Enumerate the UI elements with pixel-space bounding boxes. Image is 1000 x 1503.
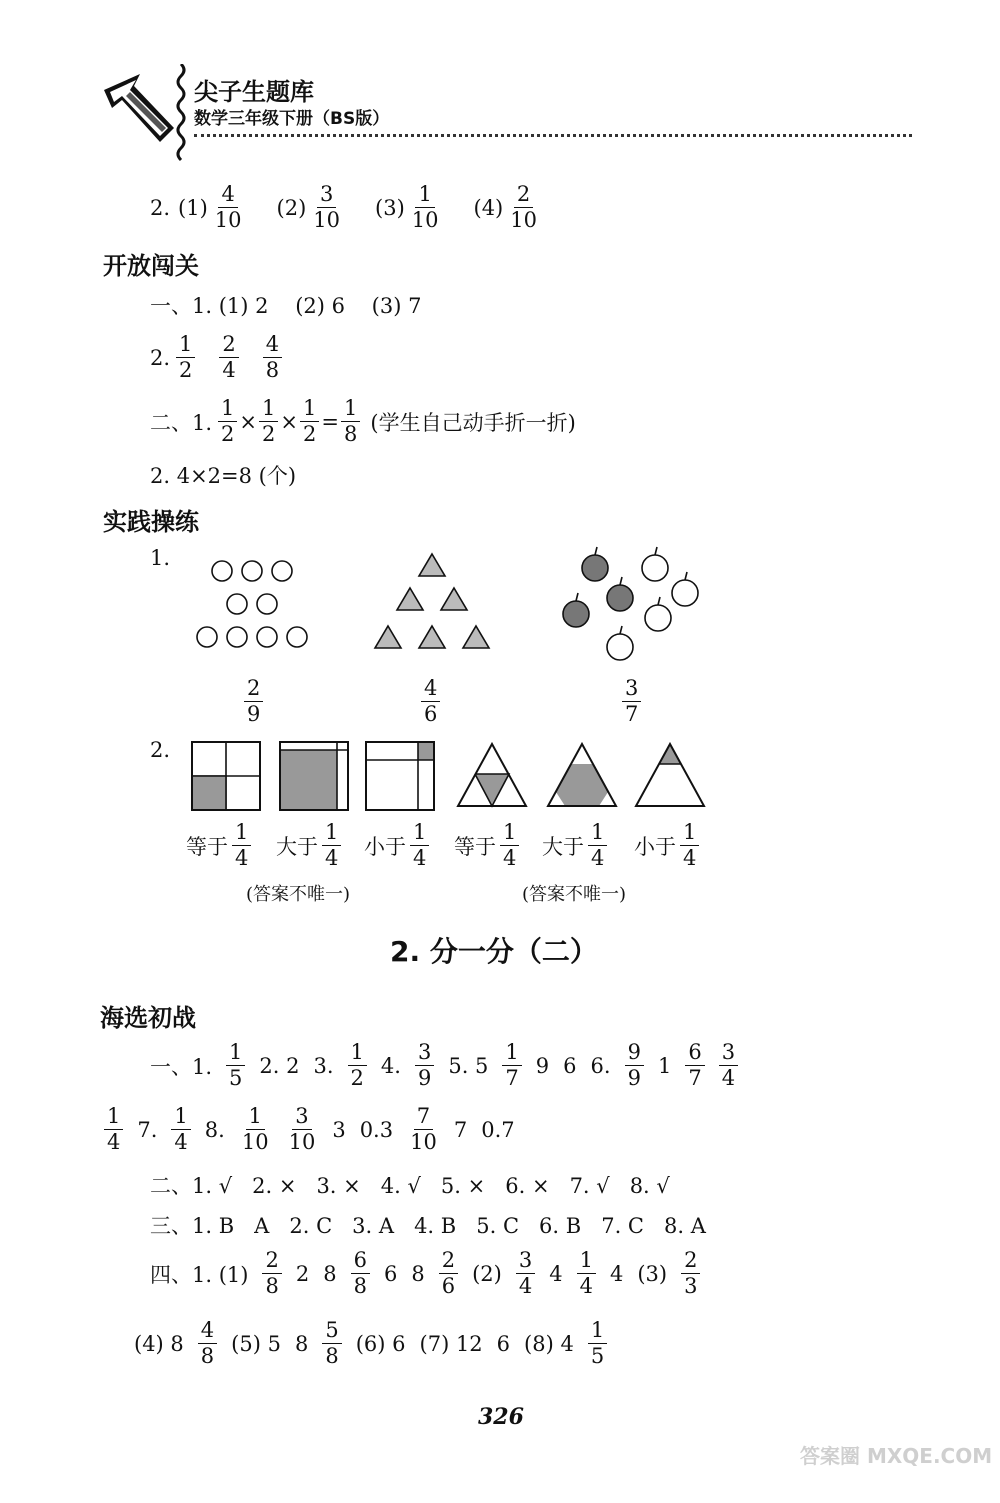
answer-text: 0.3: [359, 1117, 394, 1142]
fraction: $\frac{1}{2}$: [176, 334, 195, 381]
caption: 大于 $\frac{1}{4}$: [276, 822, 341, 869]
operator: ×: [239, 409, 258, 434]
fraction: $\frac{6}{7}$: [685, 1042, 704, 1089]
tag: (2): [276, 195, 307, 220]
open-line-4: [150, 460, 310, 490]
answer-text: 三、1. B A 2. C 3. A 4. B 5. C 6. B 7. C 8. A: [150, 1214, 706, 1238]
note-text: (答案不唯一): [522, 884, 627, 905]
open-line-2: [150, 334, 296, 381]
note-text: (答案不唯一): [246, 884, 351, 905]
caption: 小于 $\frac{1}{4}$: [364, 822, 429, 869]
triangles-figure: [368, 548, 498, 658]
answer-text: 1: [657, 1053, 672, 1078]
open-line-1: [150, 290, 435, 320]
fraction: $\frac{2}{6}$: [439, 1250, 458, 1297]
answer-text: 一、1.: [150, 1054, 213, 1079]
square-figure-3: [362, 738, 438, 814]
section-heading-practice: 实践操练: [103, 508, 199, 536]
book-title: 尖子生题库: [194, 78, 314, 106]
answer-text: 四、1. (1): [150, 1262, 249, 1287]
section-heading-open: 开放闯关: [103, 252, 199, 280]
fraction: $\frac{1}{2}$: [348, 1042, 367, 1089]
answer-text: 3.: [313, 1053, 334, 1078]
fraction: $\frac{2}{9}$: [244, 678, 263, 725]
open-line-3: [150, 398, 590, 445]
watermark: 答案圈 MXQE.COM: [800, 1444, 993, 1468]
fraction: $\frac{3}{9}$: [415, 1042, 434, 1089]
answer-text: 4.: [380, 1053, 401, 1078]
square-figure-1: [188, 738, 264, 814]
answer-text: 6: [563, 1053, 577, 1078]
sea-line-1: [150, 1042, 752, 1089]
answer-text: (2): [472, 1261, 502, 1286]
fraction: $\frac{3}{4}$: [516, 1250, 535, 1297]
answer-text: 8: [323, 1261, 337, 1286]
answer-text: 8: [294, 1331, 309, 1356]
tag: (1): [178, 195, 208, 220]
fraction: $\frac{3}{10}$: [313, 182, 341, 232]
answer-text: 二、1. √ 2. × 3. × 4. √ 5. × 6. × 7. √ 8. √: [150, 1174, 670, 1198]
operator: =: [321, 409, 339, 434]
fraction: $\frac{1}{4}$: [577, 1250, 596, 1297]
answer-text: 一、1. (1) 2 (2) 6 (3) 7: [150, 294, 422, 318]
answer-text: (8) 4: [524, 1331, 574, 1356]
answer-text: 0.7: [481, 1117, 515, 1142]
answer-text: 3: [332, 1117, 346, 1142]
triangle-figure-3: [632, 740, 708, 810]
fraction: $\frac{1}{10}$: [411, 182, 439, 232]
fraction: $\frac{3}{4}$: [719, 1042, 738, 1089]
sea-line-2: [104, 1106, 529, 1153]
fraction: $\frac{1}{8}$: [341, 398, 360, 445]
answer-text: 6: [496, 1331, 511, 1356]
fraction: $\frac{7}{10}$: [410, 1104, 437, 1154]
question-label: 1.: [150, 546, 171, 570]
fraction: $\frac{1}{2}$: [218, 398, 237, 445]
caption: 小于 $\frac{1}{4}$: [634, 822, 699, 869]
answer-text: (7) 12: [419, 1331, 483, 1356]
fraction: $\frac{3}{10}$: [288, 1104, 316, 1154]
question-label: 2.: [150, 738, 171, 762]
apples-figure: [550, 540, 720, 670]
fraction: $\frac{1}{4}$: [104, 1106, 123, 1153]
caption: 等于 $\frac{1}{4}$: [454, 822, 519, 869]
wavy-divider-icon: [174, 64, 188, 164]
fraction: $\frac{2}{3}$: [681, 1250, 700, 1297]
answer-text: (6) 6: [355, 1331, 406, 1356]
fraction: $\frac{2}{8}$: [262, 1250, 281, 1297]
page-number: 326: [478, 1404, 524, 1430]
answer-text: 7.: [137, 1117, 158, 1142]
fraction: $\frac{1}{10}$: [241, 1104, 269, 1154]
fraction: $\frac{1}{5}$: [226, 1042, 245, 1089]
sea-line-3: [150, 1170, 684, 1200]
fraction: $\frac{1}{4}$: [171, 1106, 190, 1153]
answer-line-top-q2: [150, 184, 554, 231]
question-label: 二、1.: [150, 410, 213, 435]
question-label: 2.: [150, 195, 171, 220]
answer-text: 4: [549, 1261, 563, 1286]
fraction: $\frac{3}{7}$: [622, 678, 641, 725]
answer-text: 8: [411, 1261, 425, 1286]
sea-line-6: [134, 1320, 621, 1367]
fraction: $\frac{1}{7}$: [502, 1042, 521, 1089]
note-text: (学生自己动手折一折): [370, 410, 576, 435]
book-subtitle: 数学三年级下册（BS版）: [194, 109, 390, 129]
answer-text: 4: [609, 1261, 624, 1286]
fraction: $\frac{9}{9}$: [625, 1042, 644, 1089]
operator: ×: [280, 409, 299, 434]
answer-text: (4) 8: [134, 1331, 184, 1356]
answer-text: 6: [383, 1261, 398, 1286]
triangle-figure-2: [544, 740, 620, 810]
sea-line-5: [150, 1250, 714, 1297]
caption: 等于 $\frac{1}{4}$: [186, 822, 251, 869]
chapter-title: 2. 分一分（二）: [390, 935, 598, 968]
caption: 大于 $\frac{1}{4}$: [542, 822, 607, 869]
answer-text: 9: [535, 1053, 550, 1078]
square-figure-2: [276, 738, 352, 814]
fraction: $\frac{1}{2}$: [300, 398, 319, 445]
answer-text: 2. 4×2=8 (个): [150, 464, 297, 488]
fraction: $\frac{4}{8}$: [198, 1320, 217, 1367]
tag: (4): [473, 195, 504, 220]
fraction: $\frac{4}{10}$: [214, 182, 242, 232]
fraction: $\frac{2}{10}$: [510, 182, 537, 232]
answer-text: 6.: [590, 1053, 611, 1078]
fraction: $\frac{1}{2}$: [259, 398, 278, 445]
fraction: $\frac{4}{8}$: [263, 334, 282, 381]
answer-text: (5) 5: [231, 1331, 281, 1356]
fraction: $\frac{1}{5}$: [588, 1320, 607, 1367]
arrow-logo-icon: [100, 70, 180, 160]
answer-text: (3): [637, 1261, 668, 1286]
fraction: $\frac{4}{6}$: [421, 678, 440, 725]
triangle-figure-1: [454, 740, 530, 810]
section-heading-sea: 海选初战: [100, 1004, 196, 1032]
sea-line-4: [150, 1210, 720, 1240]
fraction: $\frac{6}{8}$: [351, 1250, 370, 1297]
fraction: $\frac{2}{4}$: [219, 334, 238, 381]
answer-text: 7: [453, 1117, 468, 1142]
answer-text: 8.: [204, 1117, 225, 1142]
question-label: 2.: [150, 345, 171, 370]
answer-text: 2. 2: [259, 1053, 300, 1078]
dotted-rule: [194, 134, 912, 137]
tag: (3): [375, 195, 405, 220]
circles-figure: [190, 555, 320, 655]
answer-text: 2: [295, 1261, 310, 1286]
answer-text: 5. 5: [448, 1053, 489, 1078]
fraction: $\frac{5}{8}$: [322, 1320, 341, 1367]
